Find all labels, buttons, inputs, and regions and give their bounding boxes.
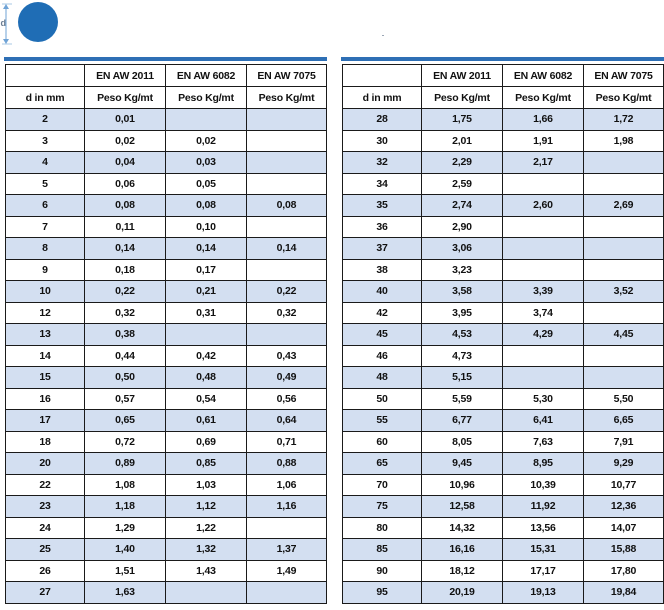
weight-2011-cell: 0,32 xyxy=(85,302,166,324)
header-blank-cell xyxy=(343,65,422,87)
diameter-cell: 23 xyxy=(6,496,85,518)
weight-6082-cell: 1,32 xyxy=(166,539,247,561)
diameter-arrow-bottom xyxy=(3,39,9,44)
table-row xyxy=(343,388,664,410)
diameter-cell: 45 xyxy=(343,324,422,346)
weight-2011-cell: 16,16 xyxy=(422,539,503,561)
weight-2011-cell: 0,57 xyxy=(85,388,166,410)
weight-7075-cell: 0,71 xyxy=(247,431,327,453)
weight-header: Peso Kg/mt xyxy=(422,87,503,109)
diameter-cell: 48 xyxy=(343,367,422,389)
diameter-cell: 15 xyxy=(6,367,85,389)
diameter-cell: 8 xyxy=(6,238,85,260)
weight-2011-cell: 0,01 xyxy=(85,109,166,131)
weight-6082-cell xyxy=(503,345,584,367)
weight-2011-cell: 1,18 xyxy=(85,496,166,518)
weight-7075-cell xyxy=(247,517,327,539)
weight-2011-cell: 3,06 xyxy=(422,238,503,260)
table-row xyxy=(6,496,327,518)
weight-6082-cell xyxy=(166,324,247,346)
decorative-dot xyxy=(382,35,384,36)
diameter-cell: 18 xyxy=(6,431,85,453)
weight-7075-cell: 0,88 xyxy=(247,453,327,475)
weight-header: Peso Kg/mt xyxy=(85,87,166,109)
weight-6082-cell: 1,22 xyxy=(166,517,247,539)
weight-6082-cell: 1,91 xyxy=(503,130,584,152)
weight-6082-cell: 15,31 xyxy=(503,539,584,561)
weight-2011-cell: 18,12 xyxy=(422,560,503,582)
weight-2011-cell: 0,89 xyxy=(85,453,166,475)
weight-6082-cell: 3,74 xyxy=(503,302,584,324)
diameter-label: d xyxy=(0,18,6,28)
weight-2011-cell: 0,44 xyxy=(85,345,166,367)
weight-7075-cell: 0,56 xyxy=(247,388,327,410)
weight-2011-cell: 0,08 xyxy=(85,195,166,217)
header-blank-cell xyxy=(6,65,85,87)
weight-2011-cell: 1,51 xyxy=(85,560,166,582)
diameter-cell: 32 xyxy=(343,152,422,174)
diameter-cell: 34 xyxy=(343,173,422,195)
table-row xyxy=(343,324,664,346)
weight-2011-cell: 3,23 xyxy=(422,259,503,281)
weight-7075-cell xyxy=(247,130,327,152)
weight-2011-cell: 3,95 xyxy=(422,302,503,324)
weight-6082-cell: 0,10 xyxy=(166,216,247,238)
unit-header-row xyxy=(343,87,664,109)
diameter-cell: 55 xyxy=(343,410,422,432)
weight-6082-cell: 0,14 xyxy=(166,238,247,260)
weight-7075-cell: 1,37 xyxy=(247,539,327,561)
weight-6082-cell xyxy=(166,582,247,604)
weight-2011-cell: 5,15 xyxy=(422,367,503,389)
weight-2011-cell: 2,59 xyxy=(422,173,503,195)
weight-2011-cell: 6,77 xyxy=(422,410,503,432)
weight-6082-cell: 1,12 xyxy=(166,496,247,518)
weight-6082-cell: 1,03 xyxy=(166,474,247,496)
alloy-header-row xyxy=(6,65,327,87)
diameter-cell: 22 xyxy=(6,474,85,496)
weight-2011-cell: 1,40 xyxy=(85,539,166,561)
table-row xyxy=(6,216,327,238)
diameter-cell: 40 xyxy=(343,281,422,303)
weight-7075-cell xyxy=(584,152,664,174)
alloy-header-2011: EN AW 2011 xyxy=(422,65,503,87)
weight-6082-cell xyxy=(166,109,247,131)
weight-6082-cell: 7,63 xyxy=(503,431,584,453)
weight-2011-cell: 0,50 xyxy=(85,367,166,389)
weight-7075-cell: 0,64 xyxy=(247,410,327,432)
table-row xyxy=(6,431,327,453)
table-row xyxy=(6,238,327,260)
weight-6082-cell xyxy=(503,259,584,281)
weight-2011-cell: 0,02 xyxy=(85,130,166,152)
diameter-cell: 70 xyxy=(343,474,422,496)
diameter-cell: 25 xyxy=(6,539,85,561)
weight-6082-cell xyxy=(503,367,584,389)
table-row xyxy=(6,388,327,410)
table-row xyxy=(343,517,664,539)
weight-7075-cell: 1,16 xyxy=(247,496,327,518)
weight-6082-cell: 11,92 xyxy=(503,496,584,518)
diameter-cell: 50 xyxy=(343,388,422,410)
diameter-cell: 37 xyxy=(343,238,422,260)
weight-6082-cell: 0,05 xyxy=(166,173,247,195)
weight-2011-cell: 0,14 xyxy=(85,238,166,260)
diameter-cell: 3 xyxy=(6,130,85,152)
unit-header-row xyxy=(6,87,327,109)
table-row xyxy=(343,152,664,174)
weight-7075-cell: 0,43 xyxy=(247,345,327,367)
weight-6082-cell: 0,03 xyxy=(166,152,247,174)
table-row xyxy=(6,453,327,475)
weight-6082-cell xyxy=(503,216,584,238)
weight-7075-cell xyxy=(247,152,327,174)
weight-header: Peso Kg/mt xyxy=(503,87,584,109)
table-row xyxy=(343,582,664,604)
weight-table-right xyxy=(342,64,664,604)
weight-7075-cell: 0,14 xyxy=(247,238,327,260)
table-row xyxy=(343,410,664,432)
weight-7075-cell: 7,91 xyxy=(584,431,664,453)
weight-6082-cell: 0,54 xyxy=(166,388,247,410)
diameter-cell: 6 xyxy=(6,195,85,217)
table-row xyxy=(6,474,327,496)
weight-header: Peso Kg/mt xyxy=(166,87,247,109)
weight-7075-cell xyxy=(584,367,664,389)
diameter-cell: 42 xyxy=(343,302,422,324)
table-row xyxy=(6,517,327,539)
table-row xyxy=(343,367,664,389)
right-accent-bar xyxy=(341,57,664,61)
diameter-cell: 4 xyxy=(6,152,85,174)
diameter-cell: 10 xyxy=(6,281,85,303)
weight-7075-cell: 1,49 xyxy=(247,560,327,582)
weight-2011-cell: 5,59 xyxy=(422,388,503,410)
weight-6082-cell: 1,66 xyxy=(503,109,584,131)
weight-6082-cell: 0,61 xyxy=(166,410,247,432)
weight-7075-cell: 4,45 xyxy=(584,324,664,346)
weight-7075-cell: 14,07 xyxy=(584,517,664,539)
weight-7075-cell: 1,98 xyxy=(584,130,664,152)
diameter-header: d in mm xyxy=(343,87,422,109)
diameter-cell: 65 xyxy=(343,453,422,475)
table-row xyxy=(343,539,664,561)
weight-2011-cell: 3,58 xyxy=(422,281,503,303)
weight-6082-cell: 0,42 xyxy=(166,345,247,367)
weight-2011-cell: 1,63 xyxy=(85,582,166,604)
weight-7075-cell xyxy=(247,582,327,604)
weight-table-left-body xyxy=(6,65,327,604)
table-row xyxy=(6,345,327,367)
table-row xyxy=(6,560,327,582)
weight-2011-cell: 4,53 xyxy=(422,324,503,346)
round-bar-circle xyxy=(18,2,58,42)
weight-2011-cell: 9,45 xyxy=(422,453,503,475)
alloy-header-7075: EN AW 7075 xyxy=(584,65,664,87)
diameter-cell: 28 xyxy=(343,109,422,131)
weight-6082-cell xyxy=(503,173,584,195)
alloy-header-6082: EN AW 6082 xyxy=(503,65,584,87)
weight-2011-cell: 8,05 xyxy=(422,431,503,453)
weight-7075-cell: 9,29 xyxy=(584,453,664,475)
diameter-cell: 17 xyxy=(6,410,85,432)
weight-6082-cell: 6,41 xyxy=(503,410,584,432)
table-row xyxy=(6,539,327,561)
alloy-header-2011: EN AW 2011 xyxy=(85,65,166,87)
table-row xyxy=(6,195,327,217)
weight-2011-cell: 0,04 xyxy=(85,152,166,174)
weight-2011-cell: 0,11 xyxy=(85,216,166,238)
weight-7075-cell: 0,08 xyxy=(247,195,327,217)
weight-2011-cell: 2,74 xyxy=(422,195,503,217)
diameter-arrow-top xyxy=(3,4,9,9)
table-row xyxy=(6,302,327,324)
weight-7075-cell xyxy=(247,216,327,238)
diameter-cell: 80 xyxy=(343,517,422,539)
weight-7075-cell xyxy=(584,238,664,260)
weight-7075-cell: 5,50 xyxy=(584,388,664,410)
weight-6082-cell xyxy=(503,238,584,260)
table-row xyxy=(6,410,327,432)
table-row xyxy=(343,474,664,496)
weight-7075-cell: 15,88 xyxy=(584,539,664,561)
diameter-cell: 20 xyxy=(6,453,85,475)
weight-2011-cell: 2,90 xyxy=(422,216,503,238)
weight-2011-cell: 0,38 xyxy=(85,324,166,346)
weight-6082-cell: 2,17 xyxy=(503,152,584,174)
weight-7075-cell: 2,69 xyxy=(584,195,664,217)
weight-7075-cell xyxy=(247,259,327,281)
diameter-cell: 35 xyxy=(343,195,422,217)
table-row xyxy=(343,560,664,582)
diameter-cell: 12 xyxy=(6,302,85,324)
diameter-cell: 27 xyxy=(6,582,85,604)
weight-6082-cell: 13,56 xyxy=(503,517,584,539)
diameter-cell: 7 xyxy=(6,216,85,238)
weight-7075-cell xyxy=(247,109,327,131)
table-row xyxy=(343,302,664,324)
weight-2011-cell: 20,19 xyxy=(422,582,503,604)
weight-7075-cell: 1,72 xyxy=(584,109,664,131)
weight-6082-cell: 10,39 xyxy=(503,474,584,496)
weight-6082-cell: 17,17 xyxy=(503,560,584,582)
diameter-cell: 36 xyxy=(343,216,422,238)
table-row xyxy=(6,130,327,152)
table-row xyxy=(6,109,327,131)
weight-6082-cell: 3,39 xyxy=(503,281,584,303)
diameter-header: d in mm xyxy=(6,87,85,109)
weight-7075-cell xyxy=(584,259,664,281)
weight-7075-cell: 12,36 xyxy=(584,496,664,518)
table-row xyxy=(343,496,664,518)
table-row xyxy=(343,453,664,475)
weight-6082-cell: 0,85 xyxy=(166,453,247,475)
weight-6082-cell: 1,43 xyxy=(166,560,247,582)
weight-2011-cell: 0,06 xyxy=(85,173,166,195)
weight-6082-cell: 2,60 xyxy=(503,195,584,217)
diameter-cell: 26 xyxy=(6,560,85,582)
weight-2011-cell: 1,08 xyxy=(85,474,166,496)
weight-7075-cell: 0,49 xyxy=(247,367,327,389)
weight-2011-cell: 12,58 xyxy=(422,496,503,518)
diameter-cell: 2 xyxy=(6,109,85,131)
table-row xyxy=(343,195,664,217)
table-row xyxy=(343,431,664,453)
diameter-cell: 13 xyxy=(6,324,85,346)
weight-2011-cell: 2,29 xyxy=(422,152,503,174)
table-row xyxy=(6,152,327,174)
table-row xyxy=(6,259,327,281)
weight-2011-cell: 10,96 xyxy=(422,474,503,496)
weight-2011-cell: 0,22 xyxy=(85,281,166,303)
weight-header: Peso Kg/mt xyxy=(247,87,327,109)
weight-7075-cell xyxy=(247,173,327,195)
table-row xyxy=(343,238,664,260)
weight-2011-cell: 0,72 xyxy=(85,431,166,453)
table-row xyxy=(6,281,327,303)
diameter-cell: 95 xyxy=(343,582,422,604)
weight-2011-cell: 0,65 xyxy=(85,410,166,432)
diameter-cell: 24 xyxy=(6,517,85,539)
weight-7075-cell: 0,32 xyxy=(247,302,327,324)
weight-6082-cell: 19,13 xyxy=(503,582,584,604)
table-row xyxy=(343,109,664,131)
diameter-cell: 14 xyxy=(6,345,85,367)
weight-7075-cell: 10,77 xyxy=(584,474,664,496)
weight-6082-cell: 8,95 xyxy=(503,453,584,475)
diameter-cell: 60 xyxy=(343,431,422,453)
left-accent-bar xyxy=(4,57,327,61)
weight-6082-cell: 0,31 xyxy=(166,302,247,324)
weight-header: Peso Kg/mt xyxy=(584,87,664,109)
table-row xyxy=(343,130,664,152)
diameter-cell: 46 xyxy=(343,345,422,367)
weight-7075-cell: 6,65 xyxy=(584,410,664,432)
weight-7075-cell xyxy=(584,345,664,367)
weight-2011-cell: 2,01 xyxy=(422,130,503,152)
diameter-cell: 75 xyxy=(343,496,422,518)
alloy-header-6082: EN AW 6082 xyxy=(166,65,247,87)
weight-2011-cell: 1,75 xyxy=(422,109,503,131)
weight-7075-cell xyxy=(584,302,664,324)
weight-6082-cell: 0,48 xyxy=(166,367,247,389)
weight-6082-cell: 0,08 xyxy=(166,195,247,217)
weight-7075-cell: 19,84 xyxy=(584,582,664,604)
weight-2011-cell: 0,18 xyxy=(85,259,166,281)
alloy-header-7075: EN AW 7075 xyxy=(247,65,327,87)
weight-7075-cell: 1,06 xyxy=(247,474,327,496)
table-row xyxy=(343,259,664,281)
table-row xyxy=(343,216,664,238)
table-row xyxy=(6,367,327,389)
diameter-cell: 30 xyxy=(343,130,422,152)
weight-6082-cell: 4,29 xyxy=(503,324,584,346)
round-bar-diagram xyxy=(0,0,70,50)
weight-6082-cell: 0,17 xyxy=(166,259,247,281)
table-row xyxy=(343,345,664,367)
weight-table-right-body xyxy=(343,65,664,604)
diameter-cell: 38 xyxy=(343,259,422,281)
weight-6082-cell: 0,69 xyxy=(166,431,247,453)
weight-7075-cell xyxy=(584,173,664,195)
diameter-cell: 16 xyxy=(6,388,85,410)
weight-2011-cell: 14,32 xyxy=(422,517,503,539)
alloy-header-row xyxy=(343,65,664,87)
diameter-cell: 85 xyxy=(343,539,422,561)
table-row xyxy=(343,173,664,195)
weight-7075-cell: 0,22 xyxy=(247,281,327,303)
weight-6082-cell: 0,02 xyxy=(166,130,247,152)
weight-7075-cell xyxy=(584,216,664,238)
diameter-cell: 90 xyxy=(343,560,422,582)
weight-7075-cell: 3,52 xyxy=(584,281,664,303)
diameter-cell: 9 xyxy=(6,259,85,281)
table-row xyxy=(6,324,327,346)
weight-table-left xyxy=(5,64,327,604)
table-row xyxy=(6,582,327,604)
table-row xyxy=(343,281,664,303)
weight-6082-cell: 5,30 xyxy=(503,388,584,410)
weight-7075-cell: 17,80 xyxy=(584,560,664,582)
table-row xyxy=(6,173,327,195)
weight-7075-cell xyxy=(247,324,327,346)
weight-6082-cell: 0,21 xyxy=(166,281,247,303)
weight-2011-cell: 4,73 xyxy=(422,345,503,367)
diameter-cell: 5 xyxy=(6,173,85,195)
weight-2011-cell: 1,29 xyxy=(85,517,166,539)
